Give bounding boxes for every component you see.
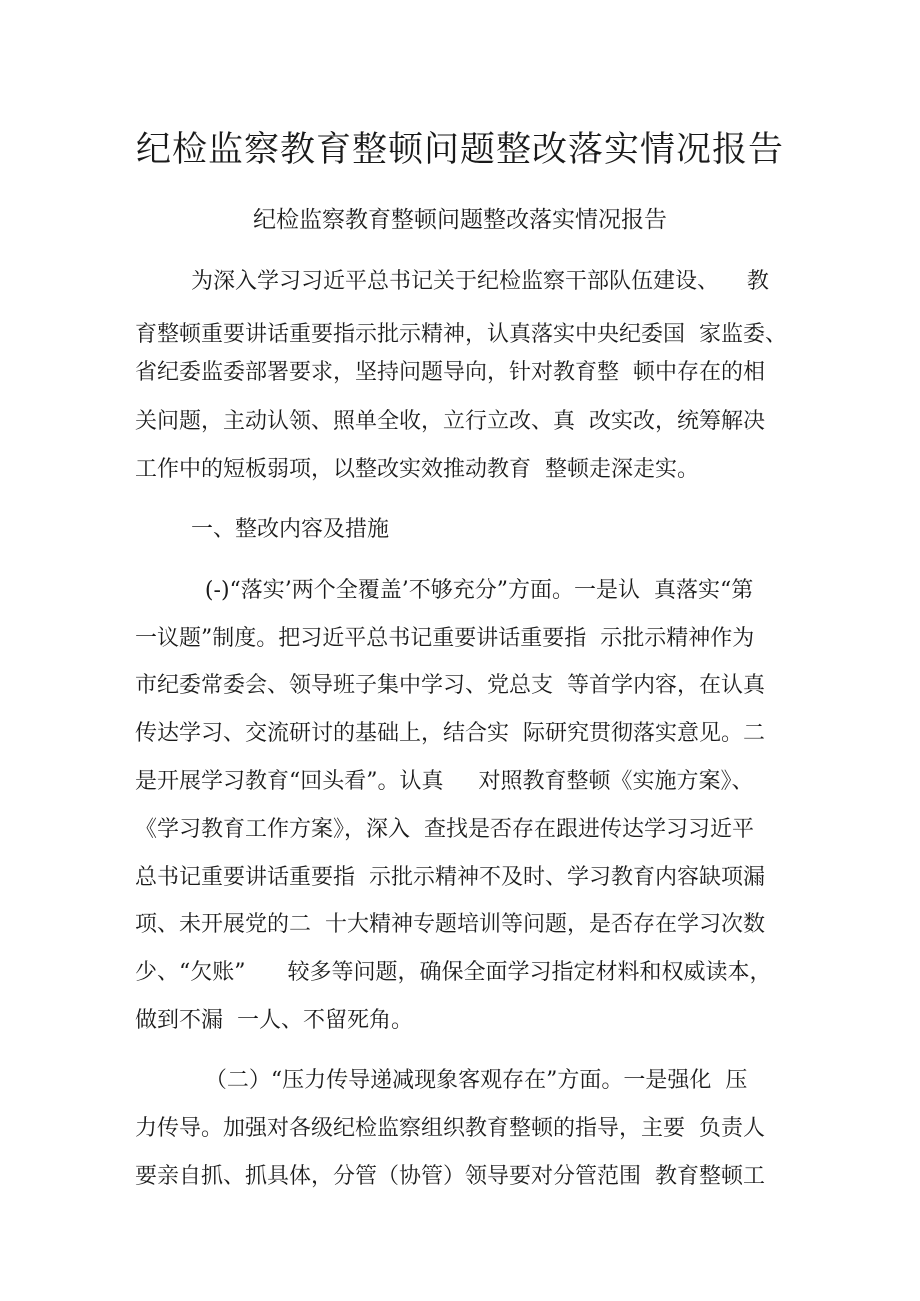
text-line: （二）“压力传导递减现象客观存在”方面。一是强化 压 <box>135 1068 748 1093</box>
text-line: 市纪委常委会、领导班子集中学习、党总支 等首学内容，在认真 <box>135 673 765 698</box>
text-line: 一议题”制度。把习近平总书记重要讲话重要指 示批示精神作为 <box>135 626 755 651</box>
document-title: 纪检监察教育整顿问题整改落实情况报告 <box>135 130 784 170</box>
text-line: 省纪委监委部署要求，坚持问题导向，针对教育整 顿中存在的相 <box>135 360 765 385</box>
text-line: 《学习教育工作方案》，深入 查找是否存在跟进传达学习习近平 <box>135 817 754 842</box>
text-line: 总书记重要讲话重要指 示批示精神不及时、学习教育内容缺项漏 <box>135 865 765 890</box>
text-line: 项、未开展党的二 十大精神专题培训等问题，是否存在学习次数 <box>135 912 765 937</box>
section-heading: 一、整改内容及措施 <box>135 517 389 542</box>
text-line: 为深入学习习近平总书记关于纪检监察干部队伍建设、 教 <box>135 269 769 294</box>
text-line: 工作中的短板弱项，以整改实效推动教育 整顿走深走实。 <box>135 457 699 482</box>
text-line: 力传导。加强对各级纪检监察组织教育整顿的指导，主要 负责人 <box>135 1116 765 1141</box>
text-line: (-)“落实’两个全覆盖’不够充分”方面。一是认 真落实“第 <box>135 578 754 603</box>
text-line: 传达学习、交流研讨的基础上，结合实 际研究贯彻落实意见。二 <box>135 721 765 746</box>
text-line: 做到不漏 一人、不留死角。 <box>135 1008 413 1033</box>
document-subtitle: 纪检监察教育整顿问题整改落实情况报告 <box>253 207 667 233</box>
text-line: 育整顿重要讲话重要指示批示精神，认真落实中央纪委国 家监委、 <box>135 322 787 347</box>
text-line: 关问题，主动认领、照单全收，立行立改、真 改实改，统筹解决 <box>135 409 765 434</box>
text-line: 少、“欠账” 较多等问题，确保全面学习指定材料和权威读本， <box>135 960 772 985</box>
text-line: 要亲自抓、抓具体，分管（协管）领导要对分管范围 教育整顿工 <box>135 1164 765 1189</box>
text-line: 是开展学习教育“回头看”。认真 对照教育整顿《实施方案》、 <box>135 769 754 794</box>
